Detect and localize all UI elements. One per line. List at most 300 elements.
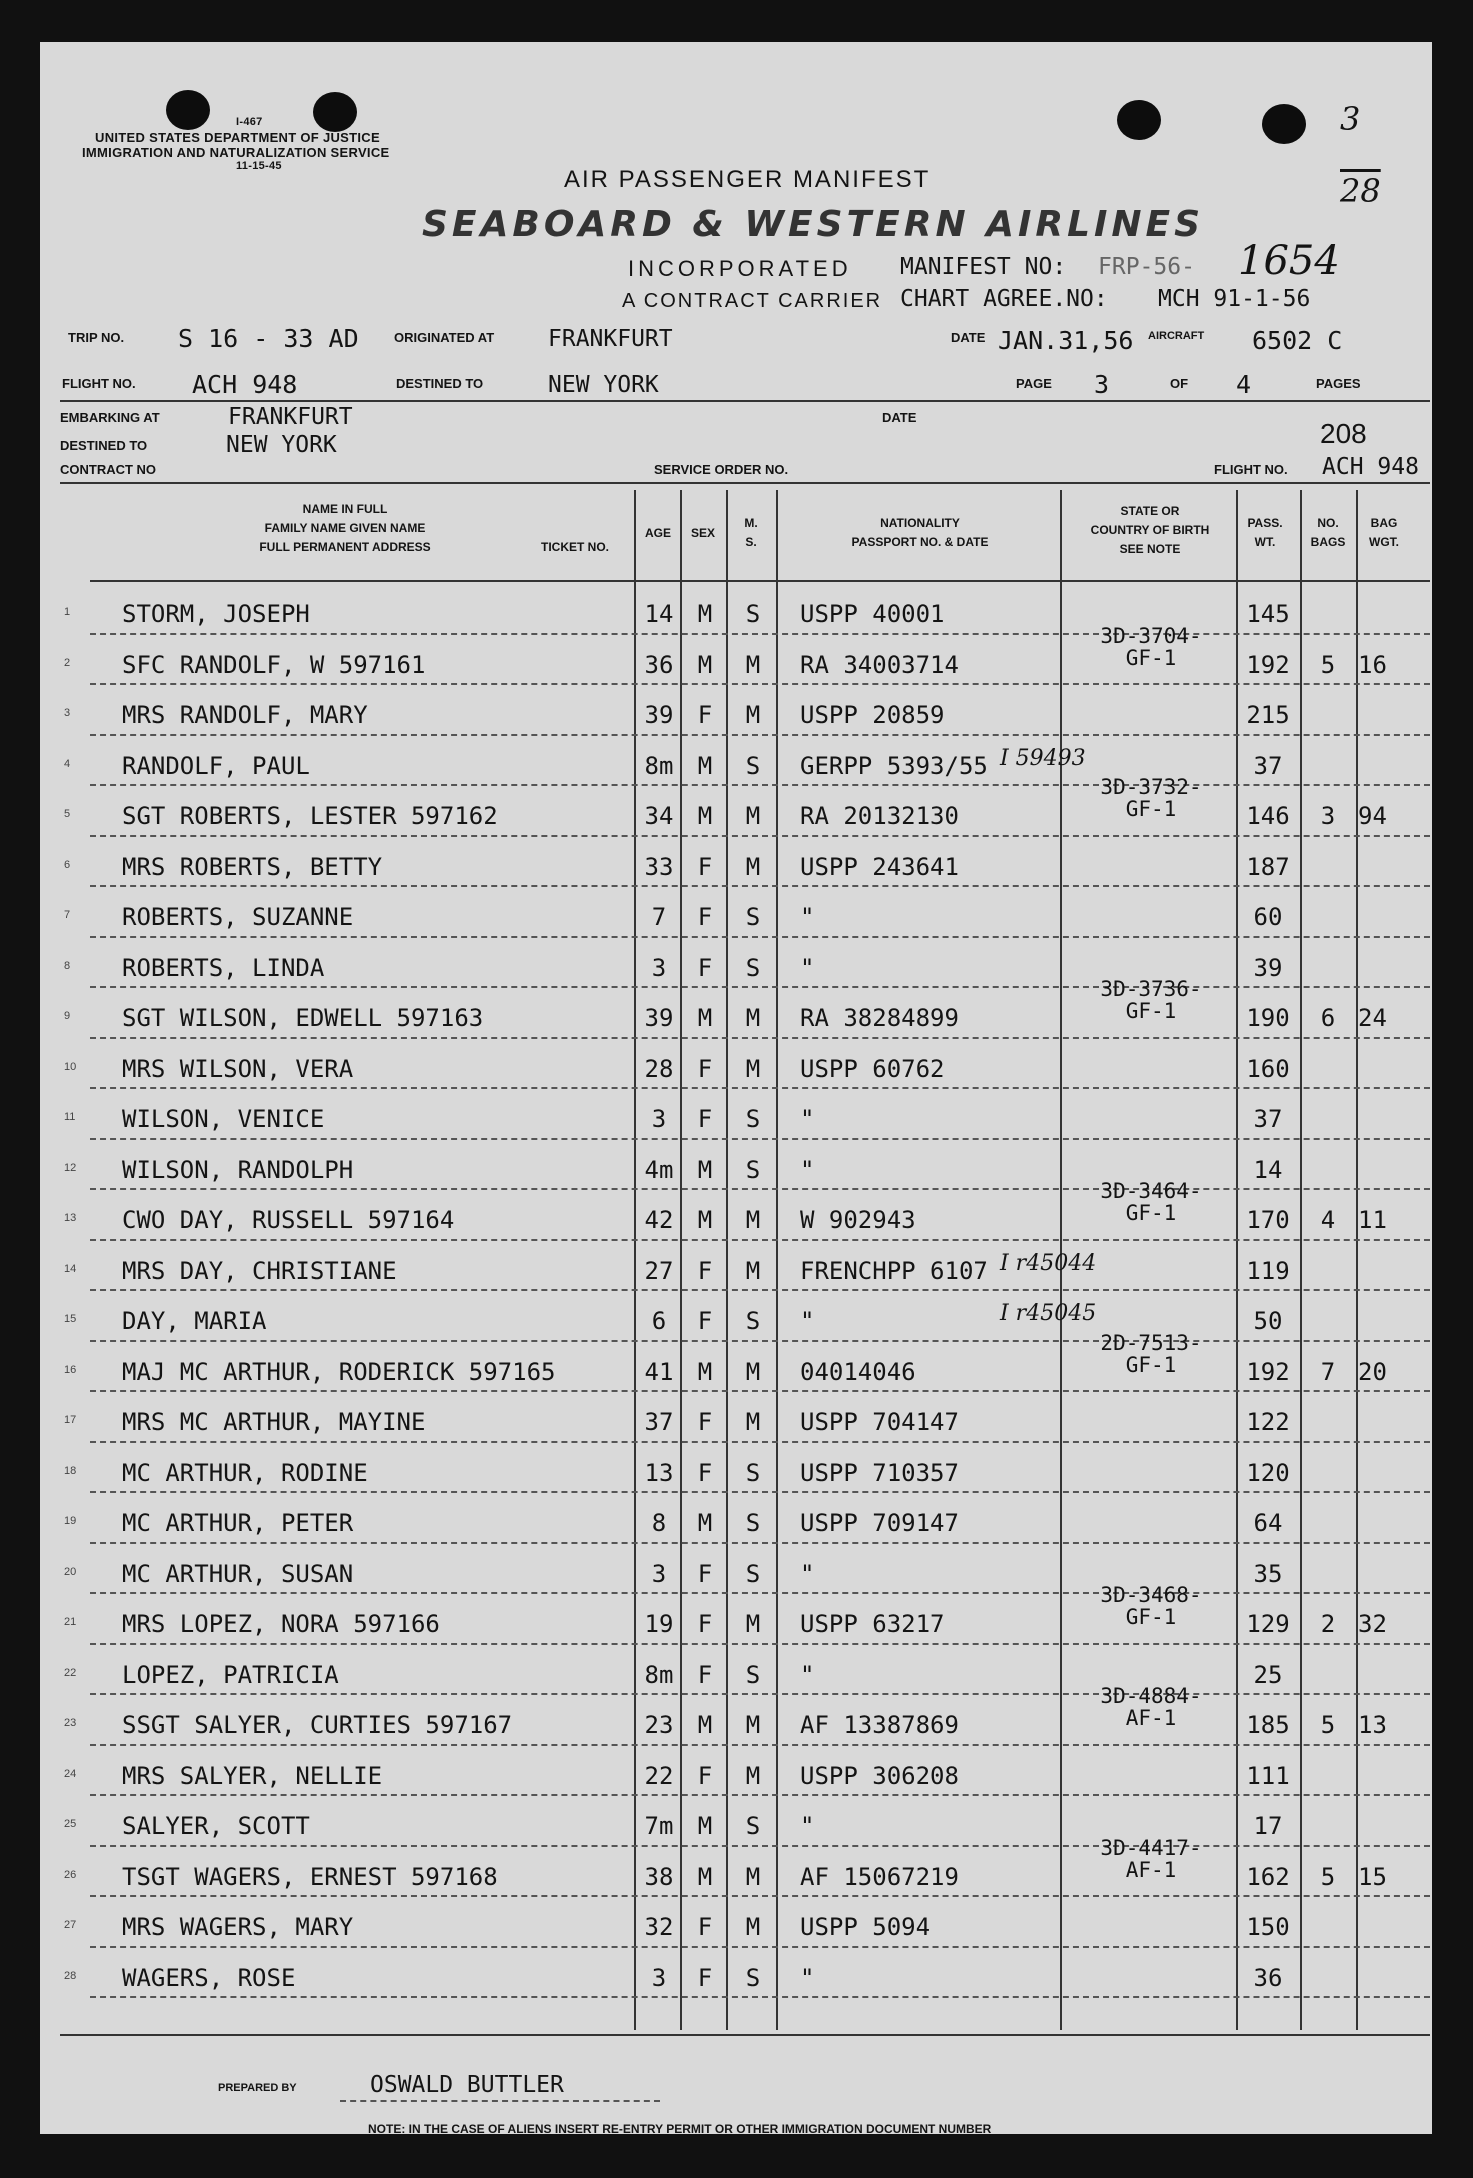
prepared-label: PREPARED BY bbox=[218, 2082, 297, 2094]
bags-cell: 5 bbox=[1320, 650, 1336, 679]
bag-weight-cell: 11 bbox=[1358, 1206, 1387, 1234]
bags-cell: 3 bbox=[1320, 802, 1336, 830]
row-rule bbox=[90, 1239, 1430, 1241]
col-rule bbox=[726, 490, 728, 2030]
passenger-name: STORM, JOSEPH bbox=[122, 600, 310, 628]
col-age: AGE bbox=[644, 526, 671, 540]
passenger-name: MRS SALYER, NELLIE bbox=[122, 1761, 383, 1790]
weight-cell: 187 bbox=[1246, 852, 1290, 881]
passenger-name: DAY, MARIA bbox=[122, 1307, 267, 1335]
weight-cell: 192 bbox=[1246, 1357, 1290, 1386]
row-rule bbox=[90, 885, 1430, 887]
weight-cell: 17 bbox=[1253, 1812, 1283, 1840]
row-rule bbox=[90, 683, 1430, 685]
age-cell: 7m bbox=[644, 1812, 674, 1840]
date-value: JAN.31,56 bbox=[998, 326, 1134, 355]
sex-cell: F bbox=[697, 1105, 713, 1133]
row-rule bbox=[90, 1138, 1430, 1140]
age-cell: 19 bbox=[644, 1610, 674, 1638]
sex-cell: M bbox=[697, 751, 713, 780]
birth-cell: 3D-3736- GF-1 bbox=[1100, 977, 1202, 1023]
row-rule bbox=[90, 1037, 1430, 1039]
passport-cell: USPP 40001 bbox=[800, 600, 945, 628]
passenger-name: SGT ROBERTS, LESTER 597162 bbox=[122, 802, 498, 830]
weight-cell: 36 bbox=[1253, 1963, 1283, 1992]
marital-cell: S bbox=[745, 1963, 761, 1992]
weight-cell: 129 bbox=[1246, 1610, 1290, 1638]
sex-cell: M bbox=[697, 1206, 713, 1234]
bag-weight-cell: 13 bbox=[1358, 1711, 1387, 1739]
sex-cell: M bbox=[697, 1862, 713, 1891]
weight-cell: 120 bbox=[1246, 1458, 1290, 1487]
destined2-label: DESTINED TO bbox=[60, 438, 148, 453]
form-code: I-467 bbox=[236, 116, 263, 128]
row-number: 21 bbox=[64, 1616, 77, 1628]
marital-cell: M bbox=[745, 1711, 761, 1739]
age-cell: 8m bbox=[644, 751, 674, 780]
passenger-name: SGT WILSON, EDWELL 597163 bbox=[122, 1004, 484, 1032]
col-nationality: NATIONALITY PASSPORT NO. & DATE bbox=[851, 516, 989, 549]
aircraft-value: 6502 C bbox=[1252, 326, 1343, 355]
col-bags: NO. BAGS bbox=[1310, 516, 1346, 549]
weight-cell: 185 bbox=[1246, 1711, 1290, 1739]
passenger-name: MRS WILSON, VERA bbox=[122, 1054, 354, 1083]
immigration-doc-note: I 59493 bbox=[1000, 745, 1086, 771]
age-cell: 34 bbox=[644, 802, 674, 830]
incorporated: INCORPORATED bbox=[628, 256, 852, 281]
age-cell: 32 bbox=[644, 1913, 674, 1941]
sex-cell: F bbox=[697, 1256, 713, 1285]
passenger-name: RANDOLF, PAUL bbox=[122, 751, 310, 780]
row-number: 20 bbox=[64, 1565, 77, 1578]
sex-cell: F bbox=[697, 1913, 713, 1941]
weight-cell: 150 bbox=[1246, 1913, 1290, 1941]
marital-cell: S bbox=[745, 1559, 761, 1588]
row-rule bbox=[90, 1087, 1430, 1089]
birth-cell: 2D-7513- GF-1 bbox=[1100, 1330, 1202, 1377]
sex-cell: F bbox=[697, 1963, 713, 1992]
passenger-name: TSGT WAGERS, ERNEST 597168 bbox=[122, 1862, 498, 1891]
sex-cell: F bbox=[697, 1559, 713, 1588]
age-cell: 3 bbox=[651, 1963, 667, 1992]
passenger-name: MRS DAY, CHRISTIANE bbox=[122, 1256, 397, 1285]
age-cell: 38 bbox=[644, 1862, 674, 1891]
passport-cell: USPP 704147 bbox=[800, 1408, 959, 1436]
destined-label: DESTINED TO bbox=[396, 376, 484, 391]
marital-cell: S bbox=[745, 1812, 761, 1840]
passport-cell: AF 15067219 bbox=[800, 1862, 959, 1891]
sex-cell: M bbox=[697, 1004, 713, 1032]
passenger-name: MC ARTHUR, RODINE bbox=[122, 1458, 368, 1487]
row-rule bbox=[90, 1390, 1430, 1392]
marital-cell: S bbox=[745, 953, 761, 982]
airline-name: SEABOARD & WESTERN AIRLINES bbox=[422, 204, 1205, 245]
passenger-name: MC ARTHUR, SUSAN bbox=[122, 1559, 354, 1588]
pages-label: PAGES bbox=[1316, 376, 1361, 391]
col-rule bbox=[1300, 490, 1302, 2030]
punch-hole bbox=[1117, 100, 1161, 140]
passport-cell: 04014046 bbox=[800, 1357, 916, 1386]
row-number: 23 bbox=[64, 1717, 77, 1729]
passport-cell: RA 34003714 bbox=[800, 650, 959, 679]
prepared-value: OSWALD BUTTLER bbox=[370, 2072, 564, 2098]
age-cell: 36 bbox=[644, 650, 674, 679]
flight2-value: ACH 948 bbox=[1322, 454, 1419, 480]
age-cell: 42 bbox=[644, 1206, 674, 1234]
sex-cell: M bbox=[697, 1357, 713, 1386]
aircraft-label: AIRCRAFT bbox=[1148, 330, 1205, 342]
marital-cell: M bbox=[745, 701, 761, 729]
sex-cell: F bbox=[697, 1660, 713, 1689]
bags-cell: 5 bbox=[1320, 1711, 1336, 1739]
birth-cell: 3D-3732- GF-1 bbox=[1100, 775, 1202, 821]
row-number: 16 bbox=[64, 1363, 77, 1376]
manifest-label: MANIFEST NO: bbox=[900, 254, 1067, 280]
row-rule bbox=[90, 1895, 1430, 1897]
marital-cell: M bbox=[745, 650, 761, 679]
bags-cell: 6 bbox=[1320, 1004, 1336, 1032]
weight-cell: 35 bbox=[1253, 1559, 1283, 1588]
marital-cell: M bbox=[745, 1256, 761, 1285]
passport-cell: " bbox=[800, 1963, 815, 1992]
weight-cell: 190 bbox=[1246, 1004, 1290, 1032]
bags-cell: 5 bbox=[1320, 1862, 1336, 1891]
bag-weight-cell: 15 bbox=[1358, 1862, 1387, 1891]
row-number: 12 bbox=[64, 1161, 77, 1174]
row-number: 26 bbox=[64, 1868, 77, 1881]
age-cell: 13 bbox=[644, 1458, 674, 1487]
marital-cell: S bbox=[745, 1458, 761, 1487]
row-rule bbox=[90, 734, 1430, 736]
weight-cell: 14 bbox=[1253, 1155, 1283, 1184]
destined-value: NEW YORK bbox=[548, 372, 659, 398]
sex-cell: M bbox=[697, 802, 713, 830]
passenger-name: ROBERTS, SUZANNE bbox=[122, 903, 354, 931]
footer-note: NOTE: IN THE CASE OF ALIENS INSERT RE-ENTRY PERMIT OR OTHER IMMIGRATION DOCUMENT NUMBER bbox=[368, 2122, 992, 2136]
passenger-name: MRS RANDOLF, MARY bbox=[122, 701, 368, 729]
row-number: 2 bbox=[64, 656, 71, 669]
passenger-name: LOPEZ, PATRICIA bbox=[122, 1660, 339, 1689]
marital-cell: M bbox=[745, 1913, 761, 1941]
passport-cell: " bbox=[800, 1307, 815, 1335]
row-rule bbox=[90, 1996, 1430, 1998]
passport-cell: USPP 243641 bbox=[800, 852, 959, 881]
sex-cell: F bbox=[697, 1408, 713, 1436]
age-cell: 6 bbox=[651, 1307, 667, 1335]
weight-cell: 160 bbox=[1246, 1054, 1290, 1083]
weight-cell: 145 bbox=[1246, 600, 1290, 628]
row-number: 5 bbox=[64, 808, 71, 820]
birth-cell: 3D-4417- AF-1 bbox=[1100, 1835, 1202, 1882]
marital-cell: S bbox=[745, 1307, 761, 1335]
embarking-label: EMBARKING AT bbox=[60, 410, 160, 425]
marital-cell: M bbox=[745, 1054, 761, 1083]
of-label: OF bbox=[1170, 376, 1189, 391]
sex-cell: M bbox=[697, 1509, 713, 1537]
sex-cell: M bbox=[697, 1155, 713, 1184]
date2-label: DATE bbox=[882, 410, 917, 425]
row-number: 19 bbox=[64, 1515, 77, 1527]
col-ms: M. S. bbox=[744, 516, 758, 549]
passport-cell: " bbox=[800, 1812, 815, 1840]
age-cell: 27 bbox=[644, 1256, 674, 1285]
manifest-value: FRP-56- bbox=[1098, 254, 1195, 280]
row-rule bbox=[90, 1491, 1430, 1493]
chart-value: MCH 91-1-56 bbox=[1158, 286, 1311, 312]
age-cell: 39 bbox=[644, 1004, 674, 1032]
weight-cell: 162 bbox=[1246, 1862, 1290, 1891]
passport-cell: RA 38284899 bbox=[800, 1004, 959, 1032]
trip-value: S 16 - 33 AD bbox=[178, 324, 359, 353]
row-number: 3 bbox=[64, 707, 71, 719]
passenger-name: WILSON, VENICE bbox=[122, 1105, 325, 1133]
passport-cell: USPP 306208 bbox=[800, 1761, 959, 1790]
col-rule bbox=[1356, 490, 1358, 2030]
passport-cell: USPP 60762 bbox=[800, 1054, 945, 1083]
passenger-name: MRS ROBERTS, BETTY bbox=[122, 852, 383, 881]
weight-cell: 119 bbox=[1246, 1256, 1290, 1285]
age-cell: 8m bbox=[644, 1660, 674, 1689]
sex-cell: M bbox=[697, 1812, 713, 1840]
age-cell: 37 bbox=[644, 1408, 674, 1436]
birth-cell: 3D-3704- GF-1 bbox=[1100, 623, 1202, 670]
row-rule bbox=[90, 1542, 1430, 1544]
birth-cell: 3D-4884- AF-1 bbox=[1100, 1684, 1202, 1730]
sex-cell: F bbox=[697, 852, 713, 881]
punch-hole bbox=[313, 92, 357, 132]
marital-cell: M bbox=[745, 1206, 761, 1234]
passenger-name: SALYER, SCOTT bbox=[122, 1812, 310, 1840]
passenger-name: MAJ MC ARTHUR, RODERICK 597165 bbox=[122, 1357, 556, 1386]
row-rule bbox=[90, 1794, 1430, 1796]
passenger-name: MC ARTHUR, PETER bbox=[122, 1509, 354, 1537]
bags-cell: 7 bbox=[1320, 1357, 1336, 1386]
form-date: 11-15-45 bbox=[236, 160, 282, 172]
bag-weight-cell: 94 bbox=[1358, 802, 1387, 830]
marital-cell: S bbox=[745, 751, 761, 780]
age-cell: 41 bbox=[644, 1357, 674, 1386]
passenger-name: WILSON, RANDOLPH bbox=[122, 1155, 354, 1184]
age-cell: 14 bbox=[644, 600, 674, 628]
weight-cell: 122 bbox=[1246, 1408, 1290, 1436]
row-number: 15 bbox=[64, 1313, 77, 1325]
marital-cell: S bbox=[745, 1105, 761, 1133]
row-number: 27 bbox=[64, 1919, 77, 1931]
marital-cell: M bbox=[745, 852, 761, 881]
marital-cell: M bbox=[745, 1761, 761, 1790]
weight-cell: 37 bbox=[1253, 1105, 1283, 1133]
weight-cell: 146 bbox=[1246, 802, 1290, 830]
manifest-number: 1654 bbox=[1238, 238, 1340, 284]
bag-weight-cell: 32 bbox=[1358, 1610, 1387, 1638]
col-rule bbox=[680, 490, 682, 2030]
punch-hole bbox=[166, 90, 210, 130]
row-rule bbox=[90, 1289, 1430, 1291]
weight-cell: 25 bbox=[1253, 1660, 1283, 1689]
sex-cell: F bbox=[697, 1761, 713, 1790]
marital-cell: M bbox=[745, 1357, 761, 1386]
passenger-name: WAGERS, ROSE bbox=[122, 1963, 296, 1992]
passport-cell: " bbox=[800, 1660, 815, 1689]
age-cell: 4m bbox=[644, 1155, 674, 1184]
weight-cell: 50 bbox=[1253, 1307, 1283, 1335]
row-number: 10 bbox=[64, 1060, 77, 1073]
weight-cell: 192 bbox=[1246, 650, 1290, 679]
row-rule bbox=[90, 835, 1430, 837]
col-ticket: TICKET NO. bbox=[541, 540, 609, 554]
originated-label: ORIGINATED AT bbox=[394, 330, 495, 345]
page-value: 3 bbox=[1094, 370, 1110, 399]
sex-cell: M bbox=[697, 600, 713, 628]
passenger-name: MRS LOPEZ, NORA 597166 bbox=[122, 1610, 440, 1638]
weight-cell: 170 bbox=[1246, 1206, 1290, 1234]
passport-cell: USPP 63217 bbox=[800, 1610, 945, 1638]
row-rule bbox=[90, 1744, 1430, 1746]
row-number: 1 bbox=[64, 606, 71, 618]
bag-weight-cell: 16 bbox=[1358, 650, 1387, 679]
marital-cell: S bbox=[745, 903, 761, 931]
immigration-doc-note: I r45045 bbox=[1000, 1301, 1097, 1326]
sex-cell: F bbox=[697, 701, 713, 729]
passenger-name: SFC RANDOLF, W 597161 bbox=[122, 650, 426, 679]
row-number: 22 bbox=[64, 1666, 77, 1679]
contract-carrier: A CONTRACT CARRIER bbox=[622, 290, 883, 312]
date-label: DATE bbox=[951, 330, 986, 345]
row-number: 8 bbox=[64, 959, 71, 972]
row-rule bbox=[90, 1441, 1430, 1443]
service-order-label: SERVICE ORDER NO. bbox=[654, 462, 789, 477]
service-value: 208 bbox=[1320, 418, 1367, 449]
age-cell: 3 bbox=[651, 1559, 667, 1588]
flight-value: ACH 948 bbox=[192, 370, 298, 399]
passport-cell: USPP 20859 bbox=[800, 701, 945, 729]
age-cell: 33 bbox=[644, 852, 674, 881]
bags-cell: 2 bbox=[1320, 1610, 1336, 1638]
bag-weight-cell: 20 bbox=[1358, 1357, 1387, 1386]
col-pass-wt: PASS. WT. bbox=[1247, 516, 1283, 549]
passenger-name: ROBERTS, LINDA bbox=[122, 953, 325, 982]
sex-cell: M bbox=[697, 650, 713, 679]
flight-label: FLIGHT NO. bbox=[62, 376, 136, 391]
row-rule bbox=[90, 936, 1430, 938]
marital-cell: M bbox=[745, 1610, 761, 1638]
passport-cell: " bbox=[800, 1155, 815, 1184]
sex-cell: F bbox=[697, 1054, 713, 1083]
passport-cell: " bbox=[800, 1105, 815, 1133]
age-cell: 22 bbox=[644, 1761, 674, 1790]
contract-label: CONTRACT NO bbox=[60, 462, 157, 477]
punch-hole bbox=[1262, 104, 1306, 144]
doc-title: AIR PASSENGER MANIFEST bbox=[564, 166, 931, 193]
marital-cell: S bbox=[745, 600, 761, 628]
passport-cell: FRENCHPP 6107 bbox=[800, 1256, 988, 1285]
row-rule bbox=[90, 1946, 1430, 1948]
marital-cell: S bbox=[745, 1509, 761, 1537]
row-number: 9 bbox=[64, 1010, 71, 1022]
col-rule bbox=[1236, 490, 1238, 2030]
row-number: 18 bbox=[64, 1464, 77, 1477]
age-cell: 3 bbox=[651, 953, 667, 982]
passenger-name: MRS MC ARTHUR, MAYINE bbox=[122, 1408, 426, 1436]
divider bbox=[60, 400, 1430, 402]
sex-cell: F bbox=[697, 1458, 713, 1487]
age-cell: 3 bbox=[651, 1105, 667, 1133]
col-birth: STATE OR COUNTRY OF BIRTH SEE NOTE bbox=[1090, 504, 1210, 556]
row-number: 17 bbox=[64, 1414, 77, 1426]
weight-cell: 60 bbox=[1253, 903, 1283, 931]
row-number: 28 bbox=[64, 1969, 77, 1982]
row-number: 13 bbox=[64, 1212, 77, 1224]
passport-cell: " bbox=[800, 903, 815, 931]
sex-cell: M bbox=[697, 1711, 713, 1739]
marital-cell: M bbox=[745, 1862, 761, 1891]
col-bag-wt: BAG WGT. bbox=[1369, 516, 1399, 549]
passport-cell: USPP 5094 bbox=[800, 1913, 931, 1941]
chart-label: CHART AGREE.NO: bbox=[900, 286, 1108, 312]
marital-cell: S bbox=[745, 1660, 761, 1689]
col-rule bbox=[776, 490, 778, 2030]
passport-cell: RA 20132130 bbox=[800, 802, 959, 830]
agency-line-1: UNITED STATES DEPARTMENT OF JUSTICE bbox=[95, 130, 380, 145]
row-number: 6 bbox=[64, 858, 71, 871]
marital-cell: M bbox=[745, 802, 761, 830]
age-cell: 23 bbox=[644, 1711, 674, 1739]
col-rule bbox=[634, 490, 636, 2030]
passport-cell: " bbox=[800, 953, 815, 982]
originated-value: FRANKFURT bbox=[548, 326, 673, 352]
passport-cell: USPP 709147 bbox=[800, 1509, 959, 1537]
sex-cell: F bbox=[697, 1307, 713, 1335]
passenger-name: MRS WAGERS, MARY bbox=[122, 1913, 354, 1941]
agency-line-2: IMMIGRATION AND NATURALIZATION SERVICE bbox=[82, 145, 390, 160]
marital-cell: S bbox=[745, 1155, 761, 1184]
passenger-name: SSGT SALYER, CURTIES 597167 bbox=[122, 1711, 513, 1739]
sex-cell: F bbox=[697, 903, 713, 931]
age-cell: 7 bbox=[651, 903, 667, 931]
trip-label: TRIP NO. bbox=[68, 330, 125, 345]
sex-cell: F bbox=[697, 1610, 713, 1638]
weight-cell: 64 bbox=[1253, 1509, 1283, 1537]
header-rule bbox=[90, 580, 1430, 582]
col-sex: SEX bbox=[690, 526, 715, 540]
page-label: PAGE bbox=[1016, 376, 1052, 391]
bag-weight-cell: 24 bbox=[1358, 1004, 1387, 1032]
manifest-page bbox=[40, 42, 1432, 2134]
row-rule bbox=[90, 1643, 1430, 1645]
bags-cell: 4 bbox=[1320, 1206, 1336, 1234]
of-value: 4 bbox=[1236, 370, 1252, 399]
row-number: 7 bbox=[64, 909, 71, 921]
age-cell: 8 bbox=[651, 1509, 667, 1537]
age-cell: 39 bbox=[644, 701, 674, 729]
sex-cell: F bbox=[697, 953, 713, 982]
embarking-value: FRANKFURT bbox=[228, 404, 353, 430]
flight2-label: FLIGHT NO. bbox=[1214, 462, 1288, 477]
passport-cell: USPP 710357 bbox=[800, 1458, 959, 1487]
age-cell: 28 bbox=[644, 1054, 674, 1083]
col-name: NAME IN FULL FAMILY NAME GIVEN NAME FULL PERMANENT ADDRESS bbox=[259, 502, 431, 554]
row-number: 11 bbox=[64, 1111, 76, 1123]
weight-cell: 39 bbox=[1253, 953, 1283, 982]
row-number: 24 bbox=[64, 1767, 77, 1780]
marital-cell: M bbox=[745, 1408, 761, 1436]
passport-cell: AF 13387869 bbox=[800, 1711, 959, 1739]
weight-cell: 111 bbox=[1246, 1761, 1290, 1790]
row-number: 4 bbox=[64, 757, 71, 770]
row-number: 14 bbox=[64, 1262, 77, 1275]
passport-cell: GERPP 5393/55 bbox=[800, 751, 988, 780]
page-mark: 3 bbox=[1340, 100, 1361, 138]
